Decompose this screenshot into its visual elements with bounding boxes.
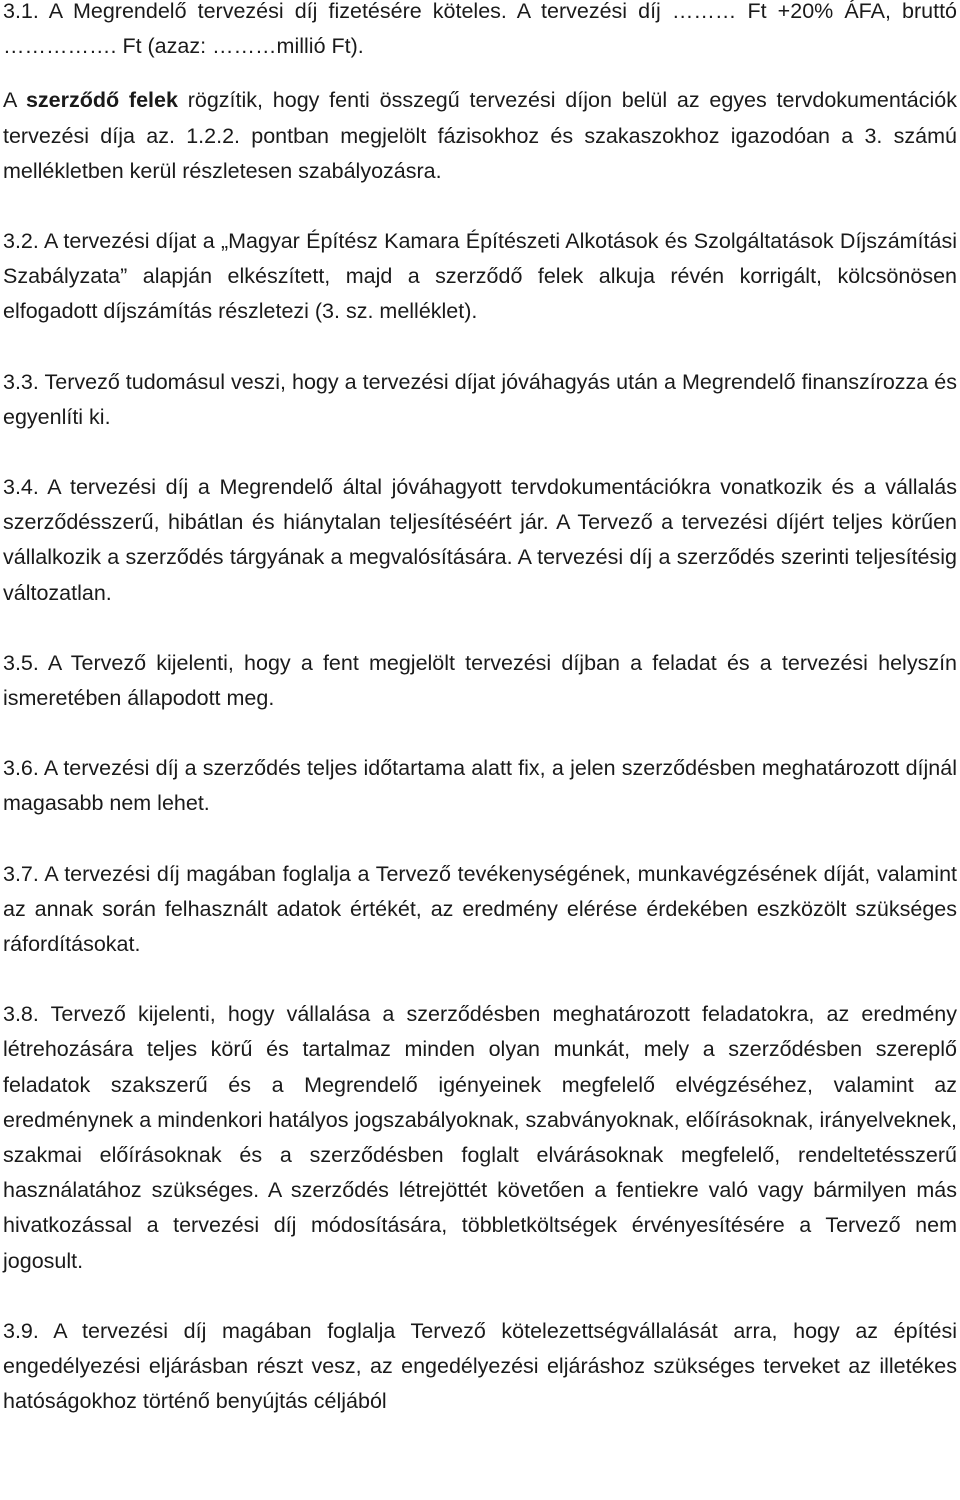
paragraph-3-1: 3.1. A Megrendelő tervezési díj fizetésére köteles. A tervezési díj ……… Ft +20% ÁFA, bruttó ……………. Ft (azaz: ………millió Ft). xyxy=(3,0,957,59)
paragraph-3-9: 3.9. A tervezési díj magában foglalja Tervező kötelezettségvállalását arra, hogy az építési engedélyezési eljárásban részt vesz, az engedélyezési eljáráshoz szükséges terveket az illetékes hatóságokhoz történő benyújtás céljából xyxy=(3,1318,957,1414)
paragraph-prefix: A xyxy=(3,88,26,113)
contracting-parties-bold: szerződő felek xyxy=(25,88,178,113)
paragraph-3-4: 3.4. A tervezési díj a Megrendelő által jóváhagyott tervdokumentációkra vonatkozik és a vállalás szerződésszerű, hibátlan és hiánytalan teljesítéséért jár. A Tervező a tervezési díjért teljes körűen vállalkozik a szerződés tárgyának a megvalósítására. A tervezési díj a szerződés szerinti teljesítésig változatlan. xyxy=(3,475,957,605)
paragraph-3-1-details xyxy=(3,83,957,189)
paragraph-3-5: 3.5. A Tervező kijelenti, hogy a fent megjelölt tervezési díjban a feladat és a tervezési helyszín ismeretében állapodott meg. xyxy=(3,650,957,711)
paragraph-3-3: 3.3. Tervező tudomásul veszi, hogy a tervezési díjat jóváhagyás után a Megrendelő finanszírozza és egyenlíti ki. xyxy=(3,369,957,429)
paragraph-rest: rögzítik, hogy fenti összegű tervezési díjon belül az egyes tervdokumentációk tervezési díja az. 1.2.2. pontban megjelölt fázisokhoz és szakaszokhoz igazodóan a 3. számú mellékletben kerül részletesen szabályozásra. xyxy=(3,88,958,183)
paragraph-3-6: 3.6. A tervezési díj a szerződés teljes időtartama alatt fix, a jelen szerződésben meghatározott díjnál magasabb nem lehet. xyxy=(3,756,957,816)
paragraph-3-7: 3.7. A tervezési díj magában foglalja a Tervező tevékenységének, munkavégzésének díját, valamint az annak során felhasznált adatok értékét, az eredmény elérése érdekében eszközölt szükséges ráfordításokat. xyxy=(3,861,957,957)
document-page xyxy=(3,0,957,1420)
paragraph-3-2: 3.2. A tervezési díjat a „Magyar Építész Kamara Építészeti Alkotások és Szolgáltatások Díjszámítási Szabályzata” alapján elkészített, majd a szerződő felek alkuja révén korrigált, kölcsönösen elfogadott díjszámítás részletezi (3. sz. melléklet). xyxy=(3,229,957,324)
paragraph-3-8: 3.8. Tervező kijelenti, hogy vállalása a szerződésben meghatározott feladatokra, az eredmény létrehozására teljes körű és tartalmaz minden olyan munkát, mely a szerződésben szereplő feladatok szakszerű és a Megrendelő igényeinek megfelelő elvégzéséhez, valamint az eredménynek a mindenkori hatályos jogszabályoknak, szabványoknak, előírásoknak, irányelveknek, szakmai előírásoknak és a szerződésben foglalt elvárásoknak megfelelő, rendeltetésszerű használatához szükséges. A szerződés létrejöttét követően a fentiekre való vagy bármilyen más hivatkozással a tervezési díj módosítására, többletköltségek érvényesítésére a Tervező nem jogosult. xyxy=(3,1002,957,1273)
